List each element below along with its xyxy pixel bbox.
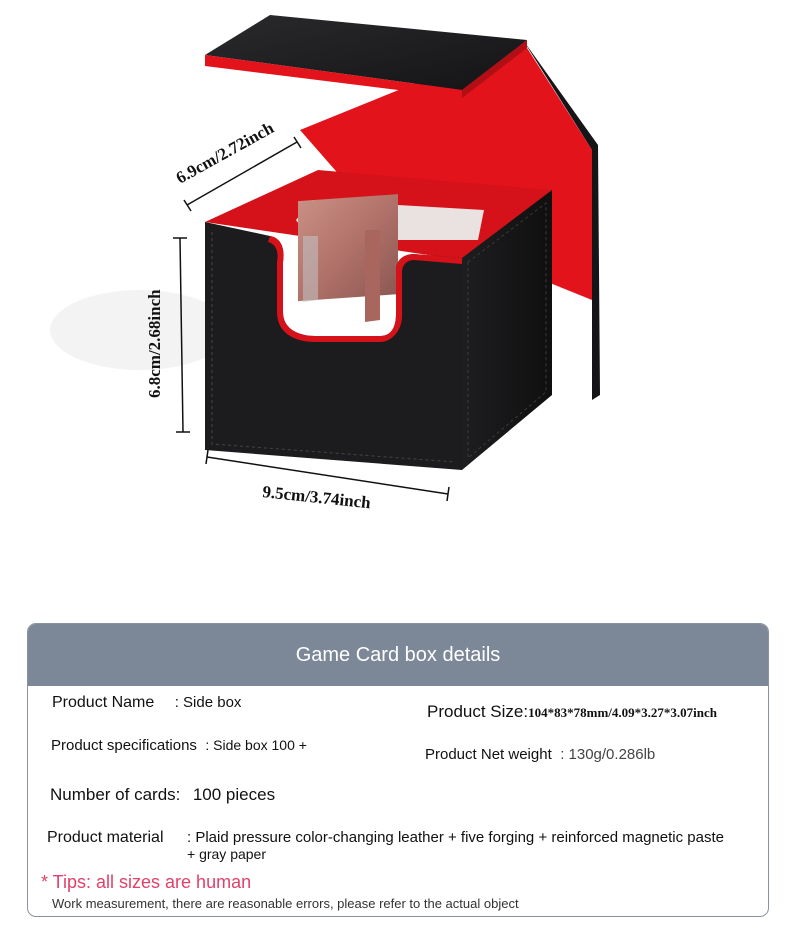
material-label: Product material: [47, 829, 164, 846]
cards-value: 100 pieces: [192, 785, 276, 804]
product-size-label: Product Size:: [427, 702, 529, 721]
product-name-row: [52, 694, 241, 712]
depth-label: 6.9cm/2.72inch: [172, 118, 277, 188]
specifications-value: : Side box 100 +: [205, 737, 307, 753]
net-weight-row: [425, 746, 655, 764]
cards-label: Number of cards:: [50, 785, 181, 804]
cards-row: [50, 785, 275, 805]
height-label: 6.8cm/2.68inch: [145, 289, 164, 398]
details-card: [27, 623, 769, 917]
product-name-label: Product Name: [52, 694, 155, 711]
box-body: [205, 170, 552, 470]
net-weight-label: Product Net weight: [425, 746, 552, 763]
tips-text: * Tips: all sizes are human: [41, 872, 252, 892]
product-size-row: [427, 702, 717, 722]
material-row: [47, 829, 164, 847]
details-title: Game Card box details: [28, 624, 768, 686]
product-size-value: 104*83*78mm/4.09*3.27*3.07inch: [528, 705, 717, 720]
width-label: 9.5cm/3.74inch: [261, 482, 372, 513]
net-weight-value: : 130g/0.286lb: [560, 746, 656, 763]
material-value-line2: + gray paper: [187, 846, 266, 862]
product-name-value: : Side box: [174, 694, 242, 711]
specifications-row: [51, 737, 307, 755]
measurement-note: Work measurement, there are reasonable errors, please refer to the actual object: [52, 896, 519, 911]
material-value-line1: : Plaid pressure color-changing leather + five forging + reinforced magnetic paste: [187, 829, 724, 846]
material-value-block: [187, 829, 724, 862]
specifications-label: Product specifications: [51, 737, 197, 754]
